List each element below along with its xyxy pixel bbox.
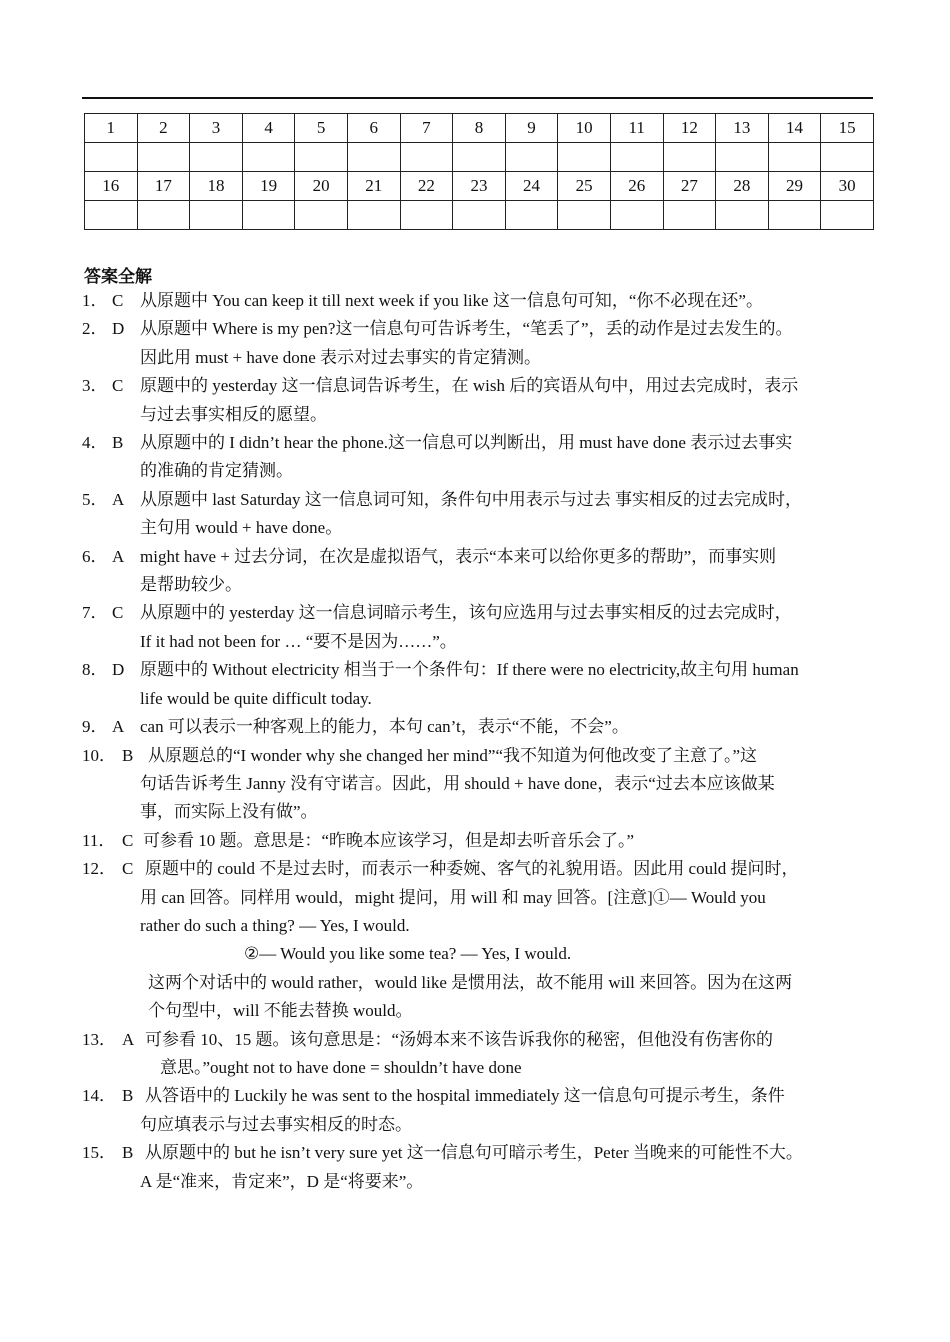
answer-text: 从原题中的 yesterday 这一信息词暗示考生，该句应选用与过去事实相反的过去完成时， [140,603,792,623]
grid-answer-cell[interactable] [137,143,190,172]
grid-answer-cell[interactable] [821,143,874,172]
grid-answer-cell[interactable] [610,143,663,172]
answer-grid [84,113,874,230]
answer-item-4 [82,429,882,486]
grid-answer-cell[interactable] [347,201,400,230]
grid-answer-cell[interactable] [295,201,348,230]
section-title: 答案全解 [84,267,152,287]
answer-item-6 [82,543,882,600]
grid-cell-number: 5 [295,114,348,143]
answer-key: B [122,1086,134,1106]
grid-answer-cell[interactable] [768,143,821,172]
grid-answer-cell[interactable] [558,201,611,230]
answer-text: 的准确的肯定猜测。 [140,461,293,481]
grid-cell-number: 20 [295,172,348,201]
answer-key: C [112,291,124,310]
grid-answer-cell[interactable] [400,201,453,230]
answer-text: 原题中的 could 不是过去时，而表示一种委婉、客气的礼貌用语。因此用 could 提问时， [145,859,799,879]
grid-cell-number: 9 [505,114,558,143]
answer-number: 2． [82,319,108,339]
answer-text: 是帮助较少。 [140,575,242,595]
answer-key: C [122,830,134,850]
answer-text: 句应填表示与过去事实相反的时态。 [140,1114,412,1134]
grid-answer-cell[interactable] [558,143,611,172]
answer-text: 主句用 would + have done。 [140,518,343,538]
answer-text: If it had not been for … “要不是因为……”。 [140,631,457,651]
answer-key: D [112,319,125,339]
grid-number-row-1 [85,114,874,143]
grid-cell-number: 23 [453,172,506,201]
top-rule [82,97,873,99]
answer-key: A [112,717,125,737]
grid-answer-cell[interactable] [190,201,243,230]
answer-key: B [122,745,134,765]
answer-text: 可参看 10 题。意思是：“昨晚本应该学习，但是却去听音乐会了。” [143,830,635,850]
answer-number: 8． [82,660,108,680]
answer-text: 意思。”ought not to have done = shouldn’t have done [160,1057,522,1077]
grid-cell-number: 19 [242,172,295,201]
grid-cell-number: 10 [558,114,611,143]
answer-key: C [122,859,134,879]
grid-answer-row-2 [85,201,874,230]
grid-answer-cell[interactable] [453,143,506,172]
grid-answer-cell[interactable] [663,201,716,230]
grid-answer-cell[interactable] [821,201,874,230]
answer-key: A [122,1029,135,1049]
answer-number: 12． [82,859,116,879]
answer-key: A [112,489,125,509]
answer-text: 用 can 回答。同样用 would，might 提问，用 will 和 may 回答。[注意]①— Would you [140,887,766,907]
grid-cell-number: 12 [663,114,716,143]
answer-number: 14． [82,1086,116,1106]
grid-cell-number: 22 [400,172,453,201]
answer-number: 7． [82,603,108,623]
grid-cell-number: 14 [768,114,821,143]
grid-cell-number: 2 [137,114,190,143]
answer-number: 13． [82,1029,116,1049]
grid-cell-number: 16 [85,172,138,201]
answer-text: 与过去事实相反的愿望。 [140,404,327,424]
answer-list [82,287,882,1196]
grid-answer-cell[interactable] [400,143,453,172]
answer-item-15 [82,1139,882,1196]
grid-answer-cell[interactable] [85,143,138,172]
answer-number: 1． [82,291,108,310]
answer-number: 15． [82,1143,116,1163]
grid-answer-cell[interactable] [505,143,558,172]
grid-cell-number: 25 [558,172,611,201]
grid-cell-number: 11 [610,114,663,143]
grid-cell-number: 13 [716,114,769,143]
grid-answer-cell[interactable] [453,201,506,230]
grid-number-row-2 [85,172,874,201]
note-text: 个句型中，will 不能去替换 would。 [148,1001,413,1021]
answer-key: A [112,546,125,566]
answer-item-8 [82,656,882,713]
answer-key: B [122,1143,134,1163]
answer-key: C [112,376,124,396]
answer-item-1 [82,287,882,315]
grid-answer-cell[interactable] [505,201,558,230]
answer-item-14 [82,1082,882,1139]
grid-answer-cell[interactable] [663,143,716,172]
answer-text: A 是“准来，肯定来”，D 是“将要来”。 [140,1171,424,1191]
grid-cell-number: 17 [137,172,190,201]
answer-text: 原题中的 yesterday 这一信息词告诉考生，在 wish 后的宾语从句中，用过去完成时，表示 [140,376,799,396]
answer-text: 从原题中 last Saturday 这一信息词可知，条件句中用表示与过去 事实相反的过去完成时， [140,489,803,509]
answer-text: 从原题中 Where is my pen?这一信息句可告诉考生，“笔丢了”，丢的动作是过去发生的。 [140,319,793,339]
grid-cell-number: 30 [821,172,874,201]
grid-cell-number: 29 [768,172,821,201]
answer-text: 从原题中的 I didn’t hear the phone.这一信息可以判断出，用 must have done 表示过去事实 [140,433,793,453]
grid-cell-number: 28 [716,172,769,201]
grid-cell-number: 4 [242,114,295,143]
grid-answer-row-1 [85,143,874,172]
note-dialogue: ②— Would you like some tea? — Yes, I would. [244,944,572,964]
grid-cell-number: 1 [85,114,138,143]
answer-text: 因此用 must + have done 表示对过去事实的肯定猜测。 [140,347,542,367]
grid-answer-cell[interactable] [716,201,769,230]
answer-text: 从原题中的 but he isn’t very sure yet 这一信息句可暗示考生，Peter 当晚来的可能性不大。 [145,1143,803,1163]
answer-item-10 [82,742,882,827]
grid-answer-cell[interactable] [610,201,663,230]
grid-cell-number: 18 [190,172,243,201]
note-text: 这两个对话中的 would rather，would like 是惯用法，故不能用 will 来回答。因为在这两 [148,972,793,992]
answer-number: 6． [82,546,108,566]
answer-text: 从答语中的 Luckily he was sent to the hospital immediately 这一信息句可提示考生，条件 [145,1086,785,1106]
answer-item-9 [82,713,882,741]
grid-answer-cell[interactable] [768,201,821,230]
grid-answer-cell[interactable] [190,143,243,172]
answer-number: 10． [82,745,116,765]
answer-text: rather do such a thing? — Yes, I would. [140,915,410,935]
grid-answer-cell[interactable] [295,143,348,172]
answer-text: 从原题总的“I wonder why she changed her mind”“我不知道为何他改变了主意了。”这 [148,745,758,765]
grid-answer-cell[interactable] [716,143,769,172]
answer-text: 句话告诉考生 Janny 没有守诺言。因此，用 should + have done，表示“过去本应该做某 [140,773,775,793]
grid-answer-cell[interactable] [242,143,295,172]
answer-item-2 [82,315,882,372]
grid-cell-number: 15 [821,114,874,143]
grid-cell-number: 8 [453,114,506,143]
answer-item-13 [82,1026,882,1083]
answer-item-7 [82,599,882,656]
answer-text: life would be quite difficult today. [140,688,372,708]
grid-cell-number: 7 [400,114,453,143]
answer-item-12 [82,855,882,1025]
answer-text: 从原题中 You can keep it till next week if you like 这一信息句可知，“你不必现在还”。 [140,291,763,310]
answer-number: 9． [82,717,108,737]
answer-number: 3． [82,376,108,396]
answer-number: 11． [82,830,116,850]
answer-text: 可参看 10、15 题。该句意思是：“汤姆本来不该告诉我你的秘密，但他没有伤害你的 [145,1029,774,1049]
grid-cell-number: 6 [347,114,400,143]
grid-answer-cell[interactable] [347,143,400,172]
answer-key: B [112,433,124,453]
answer-item-5 [82,486,882,543]
answer-text: might have + 过去分词，在次是虚拟语气，表示“本来可以给你更多的帮助”，而事实则 [140,546,777,566]
answer-text: 原题中的 Without electricity 相当于一个条件句：If there were no electricity,故主句用 human [140,660,799,680]
grid-cell-number: 21 [347,172,400,201]
grid-cell-number: 3 [190,114,243,143]
answer-text: can 可以表示一种客观上的能力，本句 can’t，表示“不能，不会”。 [140,717,629,737]
answer-key: C [112,603,124,623]
answer-text: 事，而实际上没有做”。 [140,802,318,822]
grid-answer-cell[interactable] [137,201,190,230]
grid-cell-number: 27 [663,172,716,201]
grid-cell-number: 24 [505,172,558,201]
grid-answer-cell[interactable] [242,201,295,230]
answer-number: 5． [82,489,108,509]
grid-answer-cell[interactable] [85,201,138,230]
grid-cell-number: 26 [610,172,663,201]
answer-key: D [112,660,125,680]
answer-item-11 [82,827,882,855]
answer-item-3 [82,372,882,429]
answer-number: 4． [82,433,108,453]
